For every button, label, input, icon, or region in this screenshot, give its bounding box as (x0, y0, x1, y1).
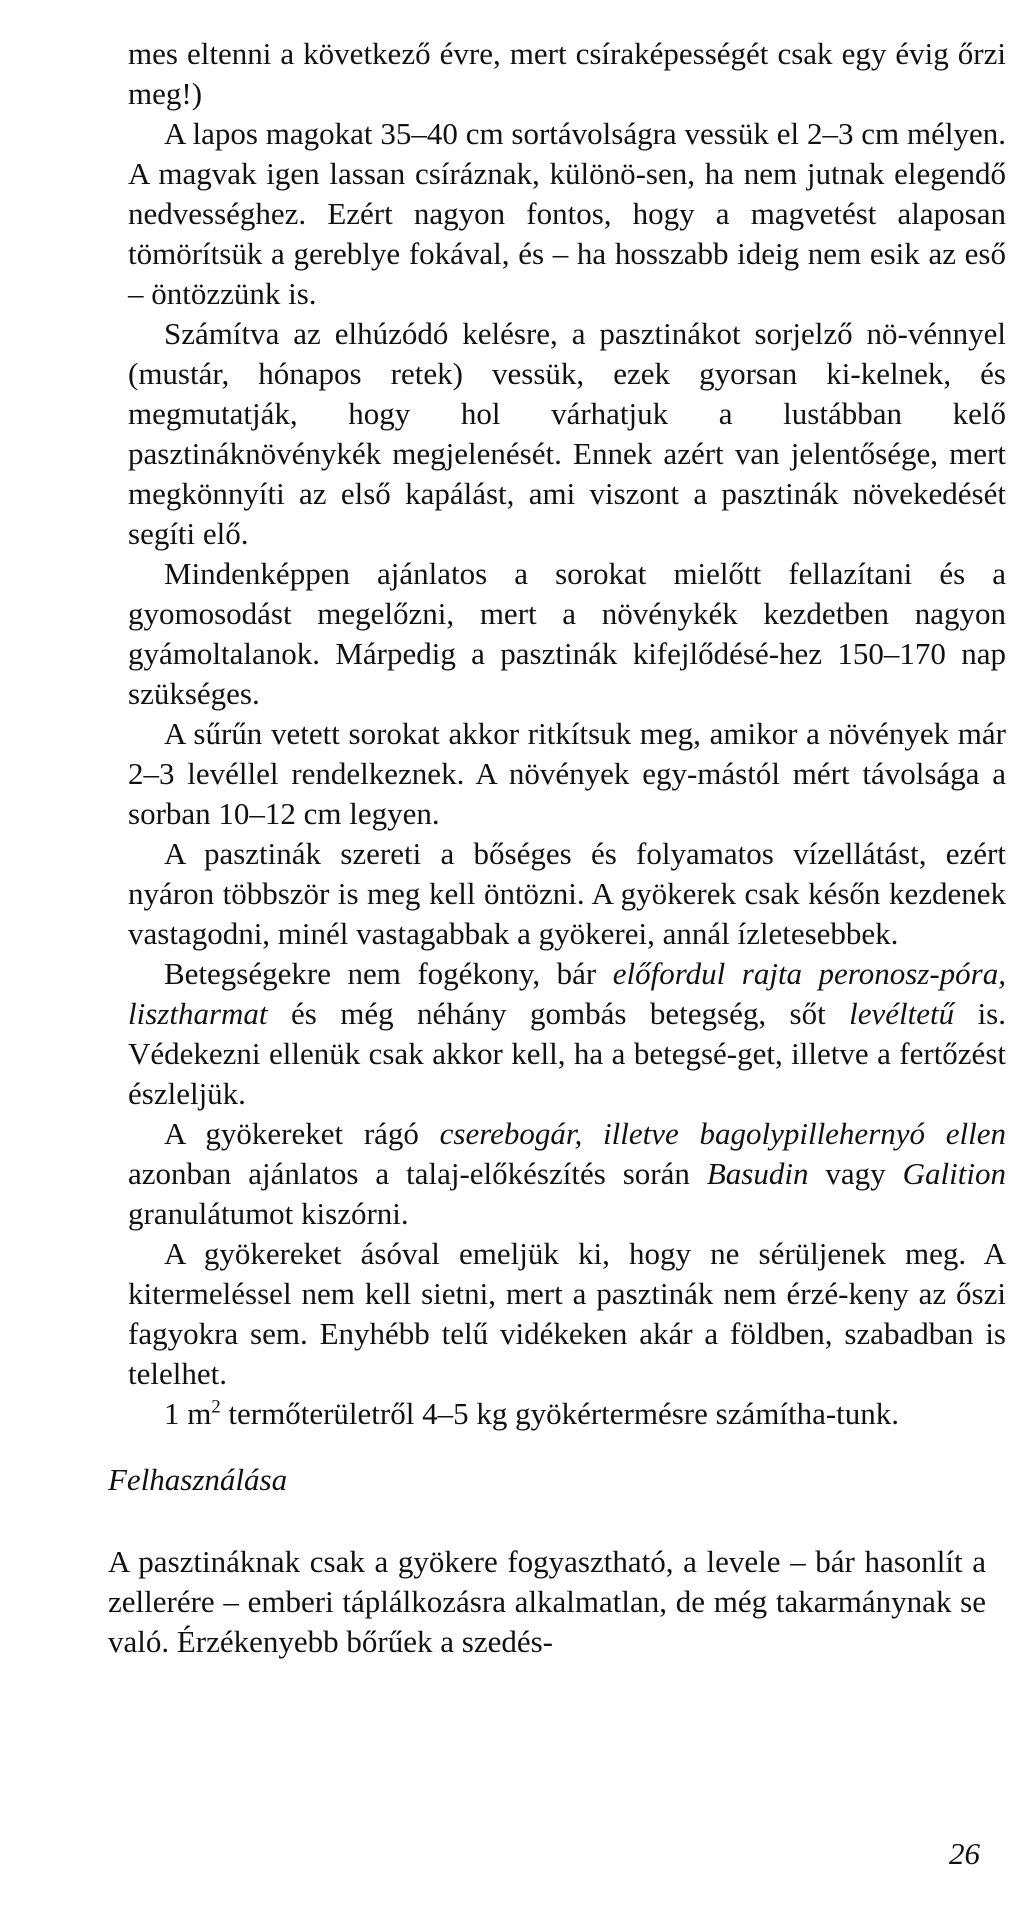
paragraph (128, 314, 1006, 554)
text-run: azonban ajánlatos a talaj-előkészítés során (128, 1156, 707, 1191)
text-run: A lapos magokat 35–40 cm sortávolságra vessük el 2–3 cm mélyen. A magvak igen lassan csíráznak, különö-sen, ha nem jutnak elegendő nedvességhez. Ezért nagyon fontos, hogy a magvetést alaposan tömörítsük a gereblye fokával, és – ha hosszabb ideig nem esik az eső – öntözzünk is. (128, 116, 1006, 311)
paragraph (128, 1394, 1006, 1434)
text-run: Mindenképpen ajánlatos a sorokat mielőtt fellazítani és a gyomosodást megelőzni, mert a növénykék kezdetben nagyon gyámoltalanok. Márpedig a pasztinák kifejlődésé-hez 150–170 nap szükséges. (128, 556, 1006, 711)
body-text-top (128, 34, 1006, 1434)
italic-text: levéltetű (849, 996, 955, 1031)
text-run: vagy (808, 1156, 903, 1191)
paragraph (128, 554, 1006, 714)
text-run: A pasztináknak csak a gyökere fogyasztható, a levele – bár hasonlít a zellerére – emberi táplálkozásra alkalmatlan, de még takarmánynak se való. Érzékenyebb bőrűek a szedés- (108, 1544, 986, 1659)
paragraph (128, 1114, 1006, 1234)
section-heading: Felhasználása (108, 1462, 288, 1497)
text-run: Számítva az elhúzódó kelésre, a pasztinákot sorjelző nö-vénnyel (mustár, hónapos retek) vessük, ezek gyorsan ki-kelnek, és megmutatják, hogy hol várhatjuk a lustábban kelő pasztináknövénykék megjelenését. Ennek azért van jelentősége, mert megkönnyíti az első kapálást, ami viszont a pasztinák növekedését segíti elő. (128, 316, 1006, 551)
paragraph (128, 114, 1006, 314)
text-run: termőterületről 4–5 kg gyökértermésre számítha-tunk. (220, 1396, 900, 1431)
text-run: 1 m (164, 1396, 212, 1431)
paragraph (128, 714, 1006, 834)
paragraph (108, 1542, 986, 1662)
text-run: mes eltenni a következő évre, mert csíraképességét csak egy évig őrzi meg!) (128, 36, 1006, 111)
page-number: 26 (949, 1836, 980, 1871)
italic-text: Basudin (706, 1156, 809, 1191)
text-run: és még néhány gombás betegség, sőt (267, 996, 850, 1031)
paragraph (128, 34, 1006, 114)
text-run: A gyökereket rágó (164, 1116, 440, 1151)
paragraph (128, 954, 1006, 1114)
italic-text: előfordul rajta peronosz-póra, lisztharmat (128, 956, 1006, 1031)
paragraph (128, 1234, 1006, 1394)
paragraph (128, 834, 1006, 954)
superscript: 2 (211, 1396, 221, 1418)
text-run: is. Védekezni ellenük csak akkor kell, ha a betegsé-get, illetve a fertőzést észleljük. (128, 996, 1006, 1111)
text-run: A pasztinák szereti a bőséges és folyamatos vízellátást, ezért nyáron többször is meg kell öntözni. A gyökerek csak későn kezdenek vastagodni, minél vastagabbak a gyökerei, annál ízletesebbek. (128, 836, 1006, 951)
text-run: A gyökereket ásóval emeljük ki, hogy ne sérüljenek meg. A kitermeléssel nem kell sietni, mert a pasztinák nem érzé-keny az őszi fagyokra sem. Enyhébb telű vidékeken akár a földben, szabadban is telelhet. (128, 1236, 1006, 1391)
italic-text: cserebogár, illetve bagolypillehernyó ellen (439, 1116, 1006, 1151)
text-run: Betegségekre nem fogékony, bár (164, 956, 613, 991)
text-run: granulátumot kiszórni. (128, 1196, 409, 1231)
italic-text: Galition (902, 1156, 1006, 1191)
body-text-bottom (108, 1542, 986, 1662)
text-run: A sűrűn vetett sorokat akkor ritkítsuk meg, amikor a növények már 2–3 levéllel rendelkeznek. A növények egy-mástól mért távolsága a sorban 10–12 cm legyen. (128, 716, 1006, 831)
